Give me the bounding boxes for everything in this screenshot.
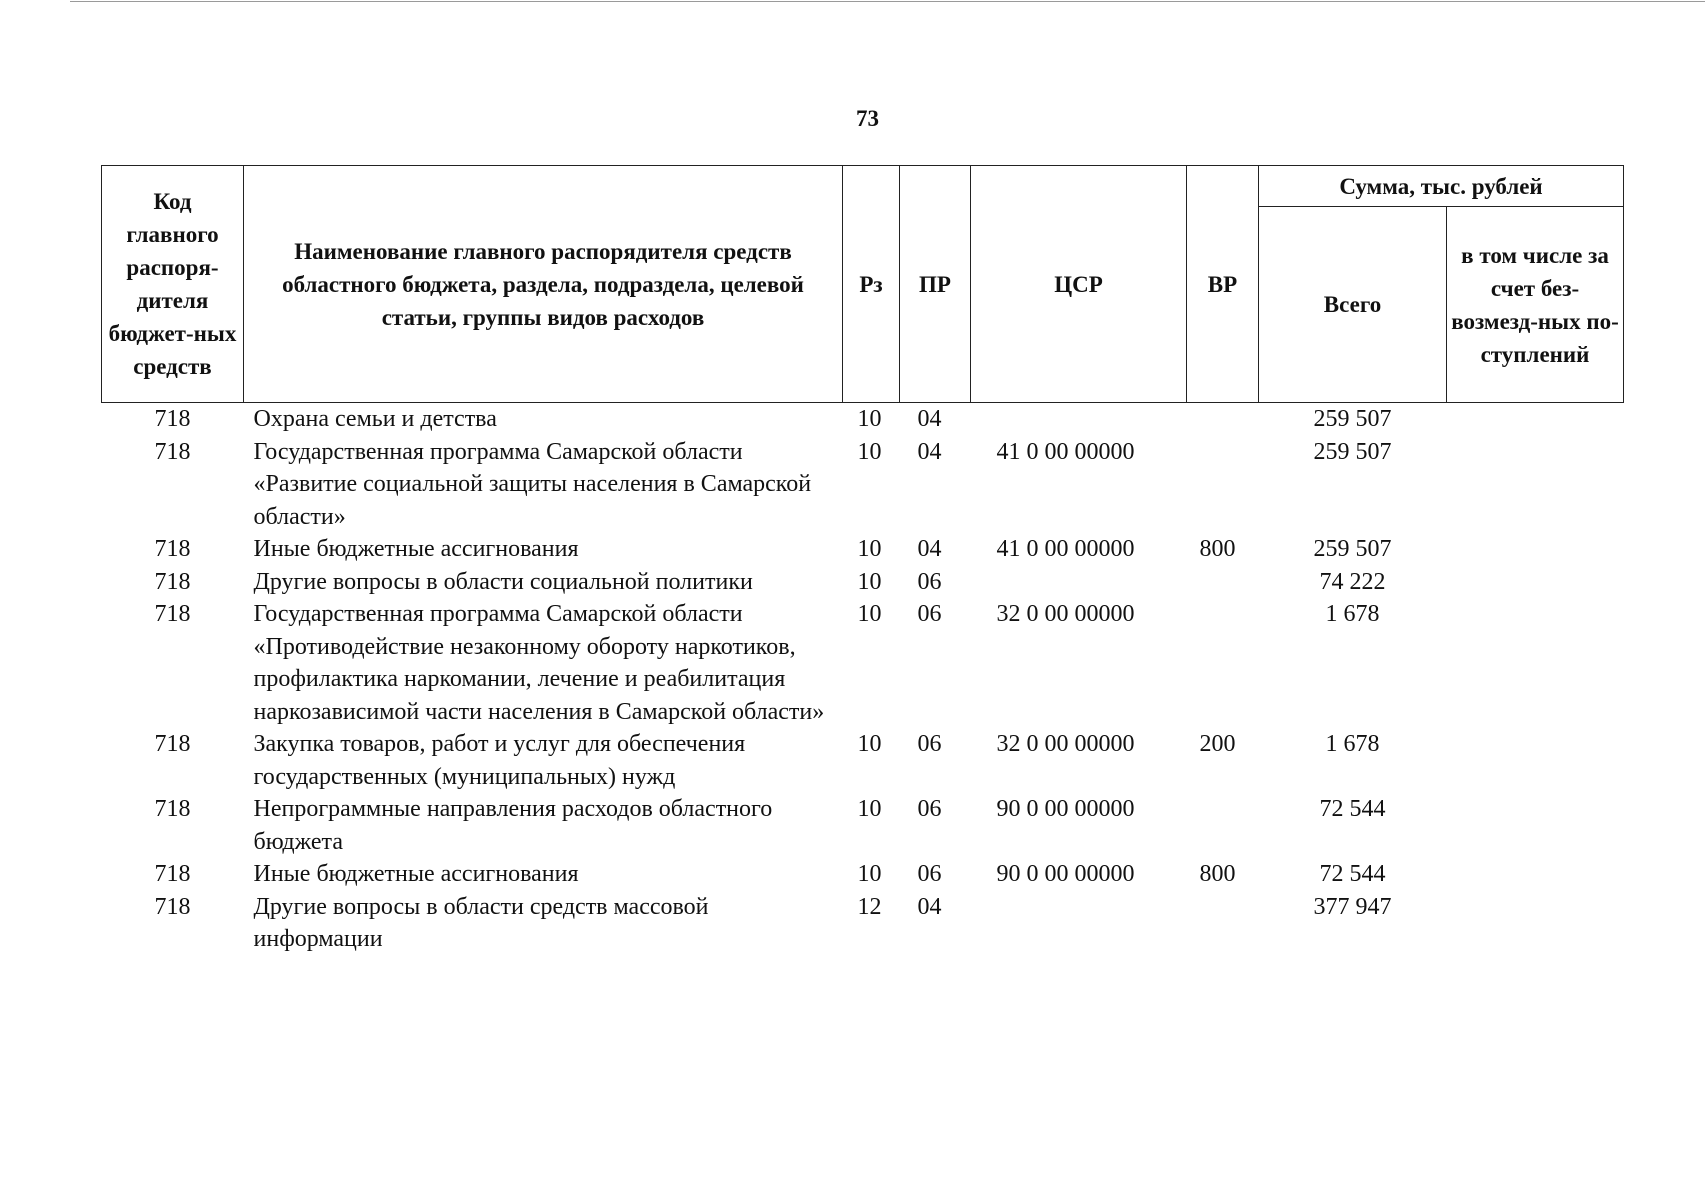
cell-pr: 04 [917, 438, 942, 465]
header-pr: ПР [900, 166, 971, 403]
cell-vr: 200 [1199, 731, 1236, 757]
cell-free [1447, 891, 1624, 956]
cell-rz: 10 [857, 731, 882, 757]
table-row [102, 793, 1624, 858]
cell-vr [1187, 793, 1259, 858]
cell-csr [971, 403, 1187, 436]
cell-pr: 04 [917, 536, 942, 562]
cell-free [1447, 436, 1624, 534]
cell-code: 718 [154, 731, 191, 757]
table-row [102, 533, 1624, 566]
cell-name: Другие вопросы в области социальной политики [253, 568, 753, 595]
cell-total: 72 544 [1319, 861, 1386, 887]
header-vr: ВР [1187, 166, 1259, 403]
cell-code: 718 [154, 438, 191, 465]
cell-code: 718 [154, 406, 191, 432]
cell-code: 718 [154, 536, 191, 562]
cell-free [1447, 858, 1624, 891]
cell-name: Иные бюджетные ассигнования [253, 861, 579, 887]
cell-vr [1187, 403, 1259, 436]
header-csr: ЦСР [971, 166, 1187, 403]
cell-name: Другие вопросы в области средств массовой информации [253, 893, 709, 952]
page-number: 73 [856, 106, 879, 131]
cell-name: Охрана семьи и детства [253, 406, 497, 432]
cell-csr [971, 566, 1187, 599]
table-row [102, 403, 1624, 436]
cell-rz: 10 [857, 861, 882, 887]
cell-rz: 10 [857, 601, 882, 627]
cell-vr [1187, 436, 1259, 534]
cell-pr: 06 [917, 601, 942, 627]
cell-vr [1187, 566, 1259, 599]
cell-rz: 10 [857, 536, 882, 562]
cell-vr: 800 [1199, 536, 1236, 562]
cell-csr: 90 0 00 00000 [996, 796, 1135, 822]
cell-code: 718 [154, 861, 191, 887]
table-body [102, 403, 1624, 956]
cell-free [1447, 403, 1624, 436]
cell-vr [1187, 598, 1259, 728]
cell-csr: 41 0 00 00000 [996, 438, 1135, 465]
cell-pr: 06 [917, 861, 942, 887]
cell-total: 259 507 [1313, 438, 1392, 465]
cell-csr: 90 0 00 00000 [996, 861, 1135, 887]
cell-pr: 04 [917, 406, 942, 432]
table-row [102, 598, 1624, 728]
cell-csr: 32 0 00 00000 [996, 601, 1135, 627]
cell-total: 259 507 [1313, 536, 1392, 562]
cell-free [1447, 533, 1624, 566]
cell-total: 72 544 [1319, 796, 1386, 822]
header-name: Наименование главного распорядителя средств областного бюджета, раздела, подраздела, целевой статьи, группы видов расходов [244, 166, 843, 403]
cell-rz: 10 [857, 568, 882, 595]
cell-csr: 32 0 00 00000 [996, 731, 1135, 757]
cell-rz: 12 [857, 893, 882, 920]
table-row [102, 436, 1624, 534]
cell-name: Закупка товаров, работ и услуг для обеспечения государственных (муниципальных) нужд [253, 731, 746, 790]
cell-pr: 06 [917, 796, 942, 822]
cell-free [1447, 728, 1624, 793]
cell-total: 1 678 [1325, 601, 1380, 627]
cell-total: 74 222 [1319, 568, 1386, 595]
cell-name: Непрограммные направления расходов областного бюджета [253, 796, 773, 855]
cell-code: 718 [154, 601, 191, 627]
cell-pr: 04 [917, 893, 942, 920]
top-rule [70, 1, 1705, 2]
cell-free [1447, 566, 1624, 599]
table-row [102, 728, 1624, 793]
header-rz: Рз [843, 166, 900, 403]
table-row [102, 858, 1624, 891]
header-total: Всего [1259, 207, 1447, 403]
cell-free [1447, 793, 1624, 858]
cell-csr: 41 0 00 00000 [996, 536, 1135, 562]
cell-pr: 06 [917, 568, 942, 595]
cell-total: 1 678 [1325, 731, 1380, 757]
header-sum: Сумма, тыс. рублей [1259, 166, 1624, 207]
cell-name: Иные бюджетные ассигнования [253, 536, 579, 562]
cell-name: Государственная программа Самарской области «Противодействие незаконному обороту наркотиков, профилактика наркомании, лечение и реабилитация наркозависимой части населения в Самарской области» [253, 601, 825, 725]
budget-table [101, 165, 1624, 956]
header-free: в том числе за счет без-возмезд-ных по-ступлений [1447, 207, 1624, 403]
cell-code: 718 [154, 796, 191, 822]
cell-rz: 10 [857, 438, 882, 465]
table-header [102, 166, 1624, 403]
cell-code: 718 [154, 568, 191, 595]
cell-total: 259 507 [1313, 406, 1392, 432]
cell-free [1447, 598, 1624, 728]
table-row [102, 891, 1624, 956]
cell-code: 718 [154, 893, 191, 920]
cell-name: Государственная программа Самарской области «Развитие социальной защиты населения в Самарской области» [253, 438, 812, 530]
table-row [102, 566, 1624, 599]
cell-rz: 10 [857, 796, 882, 822]
cell-csr [971, 891, 1187, 956]
header-code: Код главного распоря-дителя бюджет-ных средств [102, 166, 244, 403]
cell-pr: 06 [917, 731, 942, 757]
cell-vr [1187, 891, 1259, 956]
cell-rz: 10 [857, 406, 882, 432]
cell-total: 377 947 [1313, 893, 1392, 920]
cell-vr: 800 [1199, 861, 1236, 887]
